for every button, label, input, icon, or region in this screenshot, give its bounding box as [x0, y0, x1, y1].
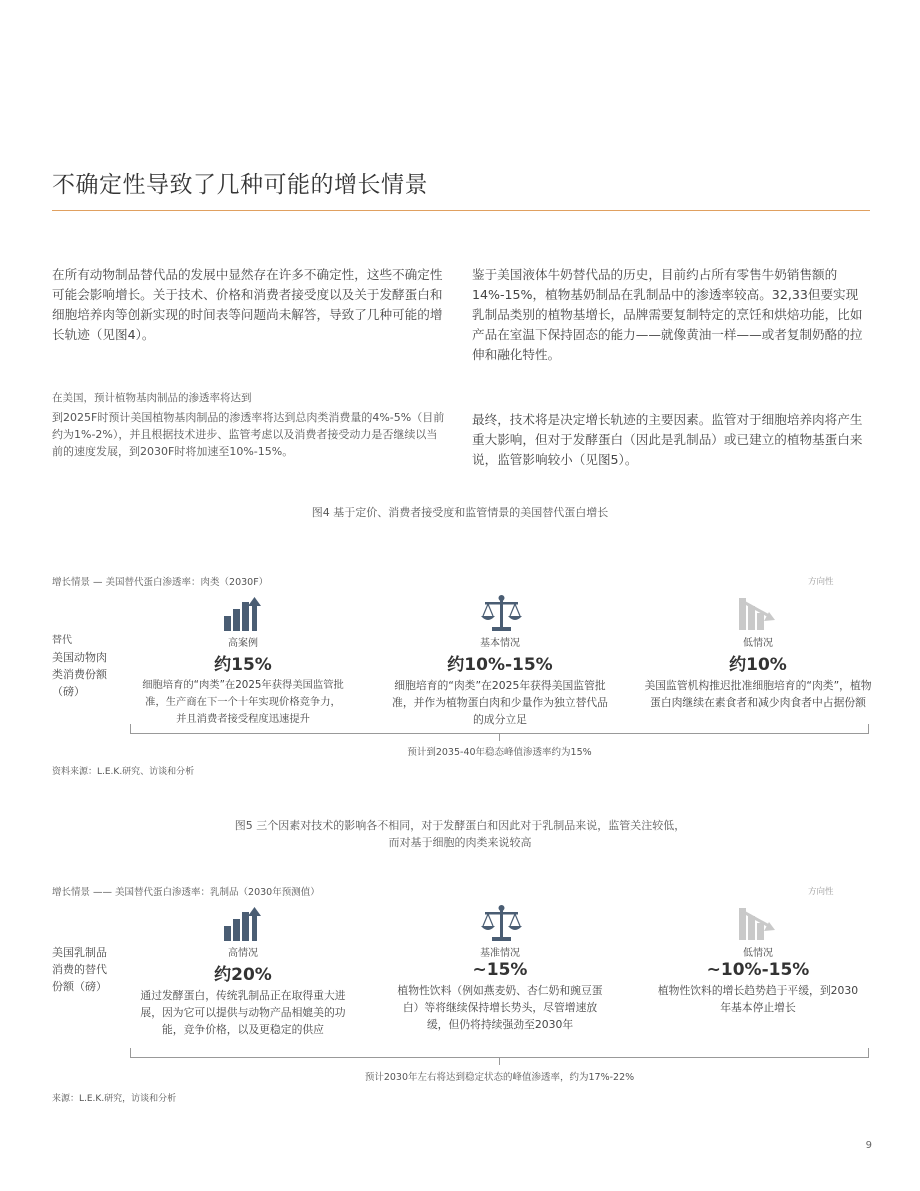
fig4-footer: 预计到2035-40年稳态峰值渗透率约为15%	[407, 747, 592, 758]
fig4-scenario-base: 基本情况 约10%-15% 细胞培育的“肉类”在2025年获得美国监管批准，并作为植物蛋白肉和少量作为独立替代品的成分立足	[392, 638, 608, 726]
fig5-source: 来源：L.E.K.研究，访谈和分析	[52, 1094, 177, 1104]
fig4-bracket-tick	[499, 733, 500, 741]
page-number: 9	[865, 1140, 872, 1151]
fig4-caption: 图4 基于定价、消费者接受度和监管情景的美国替代蛋白增长	[311, 506, 609, 519]
page-title: 不确定性导致了几种可能的增长情景	[52, 172, 428, 198]
fig4-scenario-high: 高案例 约15% 细胞培育的“肉类”在2025年获得美国监管批准，生产商在下一个十年实现价格竞争力，并且消费者接受程度迅速提升	[142, 638, 344, 725]
sidebar-heading: 在美国，预计植物基肉制品的渗透率将达到	[52, 392, 252, 404]
fig5-direction-label: 方向性	[808, 887, 834, 897]
fig4-y-label: 替代 美国动物肉 类消费份额 （磅）	[52, 635, 107, 698]
bar-chart-down-icon	[737, 904, 779, 942]
bar-chart-up-icon	[222, 906, 264, 942]
balance-scale-icon	[479, 904, 523, 944]
title-divider	[52, 210, 870, 211]
fig5-scenario-low: 低情况 ~10%-15% 植物性饮料的增长趋势趋于平缓，到2030年基本停止增长	[657, 948, 859, 1014]
fig5-y-label: 美国乳制品 消费的替代 份额（磅）	[52, 946, 107, 993]
bar-chart-down-icon	[737, 594, 779, 632]
fig5-scenario-high: 高情况 约20% 通过发酵蛋白，传统乳制品正在取得重大进展，因为它可以提供与动物产品相媲美的功能，竞争价格，以及更稳定的供应	[140, 948, 346, 1036]
fig4-header: 增长情景 — 美国替代蛋白渗透率：肉类（2030F）	[52, 577, 269, 588]
fig4-scenario-low: 低情况 约10% 美国监管机构推迟批准细胞培育的“肉类”，植物蛋白肉继续在素食者和减少肉食者中占据份额	[644, 638, 872, 709]
intro-paragraph: 在所有动物制品替代品的发展中显然存在许多不确定性，这些不确定性可能会影响增长。关于技术、价格和消费者接受度以及关于发酵蛋白和细胞培养肉等创新实现的时间表等问题尚未解答，导致了几种可能的增长轨迹（见图4）。	[52, 267, 443, 342]
fig4-source: 资料来源：L.E.K.研究、访谈和分析	[52, 767, 195, 777]
technology-paragraph: 最终，技术将是决定增长轨迹的主要因素。监管对于细胞培养肉将产生重大影响，但对于发酵蛋白（因此是乳制品）或已建立的植物基蛋白来说，监管影响较小（见图5）。	[472, 412, 863, 467]
fig4-direction-label: 方向性	[808, 577, 834, 587]
fig5-header: 增长情景 —— 美国替代蛋白渗透率：乳制品（2030年预测值）	[52, 887, 320, 898]
dairy-paragraph: 鉴于美国液体牛奶替代品的历史，目前约占所有零售牛奶销售额的14%-15%，植物基奶制品在乳制品中的渗透率较高。32,33但要实现乳制品类别的植物基增长，品牌需要复制特定的烹饪和烘焙功能，比如产品在室温下保持固态的能力——就像黄油一样——或者复制奶酪的拉伸和融化特性。	[472, 267, 863, 362]
sidebar-body: 到2025F时预计美国植物基肉制品的渗透率将达到总肉类消费量的4%-5%（目前约为1%-2%），并且根据技术进步、监管考虑以及消费者接受动力是否继续以当前的速度发展，到2030F时将加速至10%-15%。	[52, 411, 445, 458]
fig5-scenario-base: 基准情况 ~15% 植物性饮料（例如燕麦奶、杏仁奶和豌豆蛋白）等将继续保持增长势头，尽管增速放缓，但仍将持续强劲至2030年	[397, 948, 603, 1031]
bar-chart-up-icon	[222, 596, 264, 632]
fig5-caption: 图5 三个因素对技术的影响各不相同，对于发酵蛋白和因此对于乳制品来说，监管关注较低， 而对基于细胞的肉类来说较高	[234, 819, 686, 849]
fig5-footer: 预计2030年左右将达到稳定状态的峰值渗透率，约为17%-22%	[364, 1072, 635, 1083]
fig5-bracket-tick	[499, 1057, 500, 1065]
balance-scale-icon	[479, 594, 523, 634]
